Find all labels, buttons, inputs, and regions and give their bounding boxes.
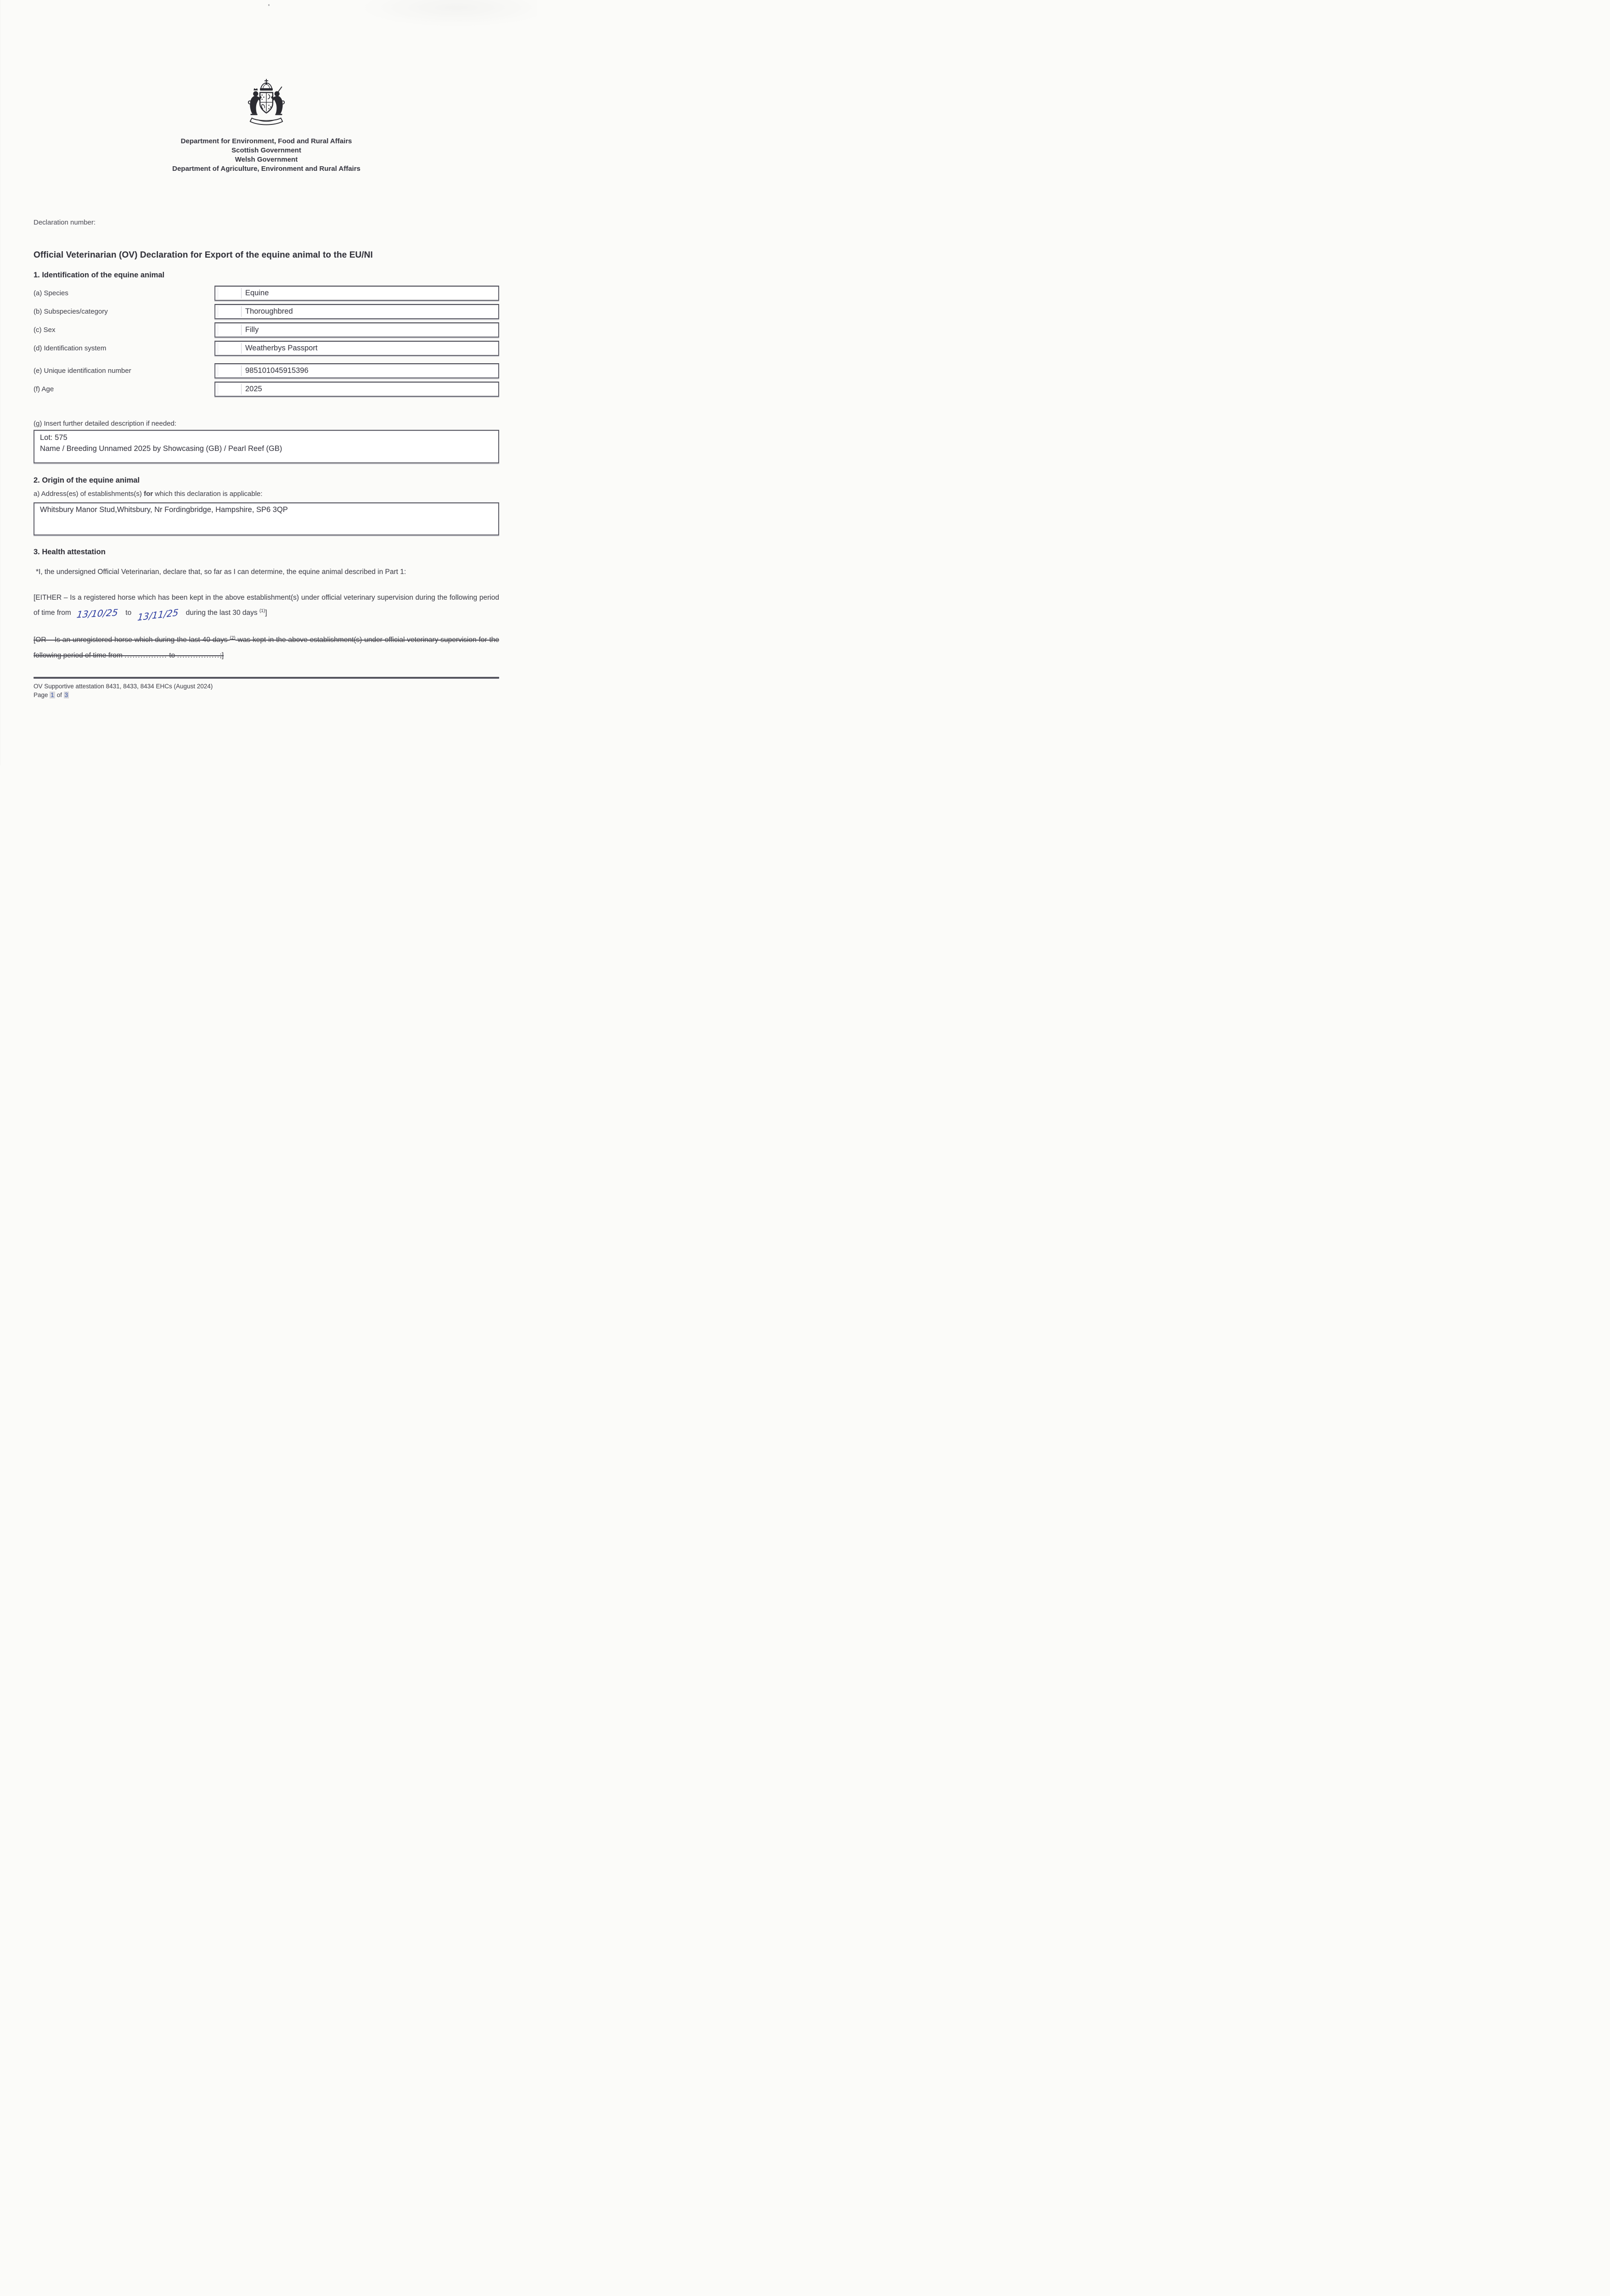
or-blank-to: ................ (177, 652, 220, 659)
department-line: Department of Agriculture, Environment and Rural Affairs (172, 165, 360, 173)
species-label: (a) Species (34, 289, 68, 297)
department-line: Department for Environment, Food and Rural Affairs (180, 137, 352, 145)
or-close: ;] (220, 652, 224, 659)
field-row-species (34, 286, 499, 301)
either-to-word: to (125, 609, 132, 617)
address-label-bold-word: for (144, 490, 153, 498)
sex-label: (c) Sex (34, 326, 56, 334)
document-title: Official Veterinarian (OV) Declaration for Export of the equine animal to the EU/NI (34, 250, 373, 260)
scan-artifact-dot (268, 4, 270, 6)
page-word: Page (34, 692, 48, 698)
field-row-identification-system (34, 341, 499, 356)
or-to-word: to (169, 652, 175, 659)
page-indicator (34, 691, 499, 699)
footer-attestation-ref: OV Supportive attestation 8431, 8433, 8434 EHCs (August 2024) (34, 683, 213, 690)
page-of-word: of (56, 692, 62, 698)
species-field[interactable] (214, 286, 499, 301)
department-line: Welsh Government (235, 156, 298, 163)
declaration-number-label: Declaration number: (34, 219, 96, 226)
page-footer (34, 682, 499, 699)
address-label-prefix: a) Address(es) of establishments(s) (34, 490, 142, 498)
unique-id-value: 985101045915396 (245, 366, 309, 375)
footnote-1: (1) (259, 608, 265, 613)
footer-divider (34, 677, 499, 679)
or-text-continued: was kept in the above establishment(s) under official veterinary supervision for the following period of time from (34, 636, 499, 659)
identification-fields (34, 286, 499, 397)
field-row-sex (34, 322, 499, 338)
subspecies-label: (b) Subspecies/category (34, 308, 108, 315)
sex-field[interactable] (214, 322, 499, 338)
identification-system-field[interactable] (214, 341, 499, 356)
age-value: 2025 (245, 385, 262, 393)
establishment-address-value: Whitsbury Manor Stud,Whitsbury, Nr Fordingbridge, Hampshire, SP6 3QP (40, 506, 288, 514)
address-label (34, 490, 499, 498)
footnote-2: (2) (230, 636, 236, 641)
or-blank-from: ................ (124, 652, 168, 659)
address-label-suffix: which this declaration is applicable: (155, 490, 263, 498)
either-suffix: during the last 30 days (186, 609, 258, 617)
either-text: [EITHER – Is a registered horse which has been kept in the above establishment(s) under official veterinary supervision during the following period of time from (34, 594, 499, 617)
handwritten-date-from: 13/10/25 (76, 607, 119, 620)
scanned-declaration-page (0, 0, 537, 765)
royal-coat-of-arms-icon (236, 125, 296, 133)
or-text-start: [OR – Is an unregistered horse which during the last 40 days (34, 636, 228, 644)
attestation-intro: *I, the undersigned Official Veterinarian, declare that, so far as I can determine, the equine animal described in Part 1: (36, 568, 406, 576)
section-3-heading: 3. Health attestation (34, 548, 106, 556)
page-total: 3 (64, 692, 68, 698)
section-2-heading: 2. Origin of the equine animal (34, 476, 140, 484)
or-clause-struck (34, 632, 499, 664)
field-row-unique-id (34, 363, 499, 378)
either-close-bracket: ] (265, 609, 267, 617)
field-row-subspecies (34, 304, 499, 319)
page-current: 1 (51, 692, 54, 698)
subspecies-value: Thoroughbred (245, 307, 293, 315)
lot-number: Lot: 575 (40, 433, 68, 442)
handwritten-date-to: 13/11/25 (136, 607, 179, 623)
age-label: (f) Age (34, 385, 54, 393)
department-line: Scottish Government (231, 146, 301, 154)
age-field[interactable] (214, 382, 499, 397)
section-1-heading: 1. Identification of the equine animal (34, 271, 165, 279)
either-clause (34, 590, 499, 623)
unique-id-label: (e) Unique identification number (34, 367, 131, 375)
species-value: Equine (245, 289, 269, 297)
identification-system-label: (d) Identification system (34, 344, 107, 352)
document-header (34, 0, 499, 174)
further-description-field[interactable] (34, 430, 499, 463)
establishment-address-field[interactable] (34, 502, 499, 535)
field-row-age (34, 382, 499, 397)
sex-value: Filly (245, 326, 259, 334)
name-breeding-line: Name / Breeding Unnamed 2025 by Showcasing (GB) / Pearl Reef (GB) (40, 445, 282, 453)
unique-id-field[interactable] (214, 363, 499, 378)
subspecies-field[interactable] (214, 304, 499, 319)
further-description-label: (g) Insert further detailed description if needed: (34, 420, 177, 428)
identification-system-value: Weatherbys Passport (245, 344, 318, 352)
